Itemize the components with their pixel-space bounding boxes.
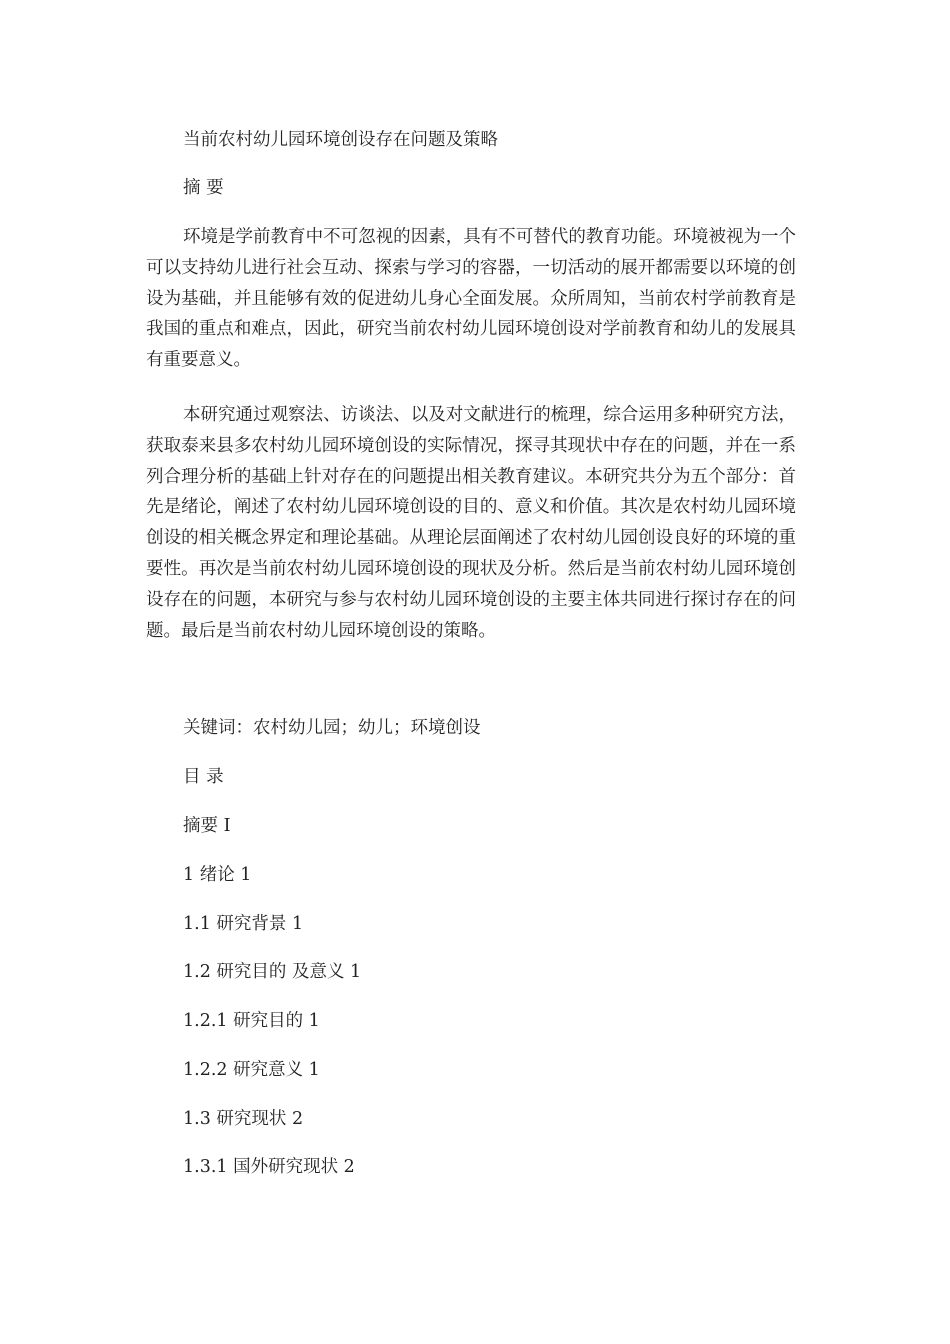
toc-item: 1.2 研究目的 及意义 1 <box>183 962 362 982</box>
document-title: 当前农村幼儿园环境创设存在问题及策略 <box>183 130 498 150</box>
abstract-paragraph-2: 本研究通过观察法、访谈法、以及对文献进行的梳理，综合运用多种研究方法，获取泰来县多农村幼儿园环境创设的实际情况，探寻其现状中存在的问题，并在一系列合理分析的基础上针对存在的问题提出相关教育建议。本研究共分为五个部分：首先是绪论，阐述了农村幼儿园环境创设的目的、意义和价值。其次是农村幼儿园环境创设的相关概念界定和理论基础。从理论层面阐述了农村幼儿园创设良好的环境的重要性。再次是当前农村幼儿园环境创设的现状及分析。然后是当前农村幼儿园环境创设存在的问题，本研究与参与农村幼儿园环境创设的主要主体共同进行探讨存在的问题。最后是当前农村幼儿园环境创设的策略。 <box>146 405 796 641</box>
toc-item: 1.1 研究背景 1 <box>183 914 304 934</box>
abstract-paragraph-1: 环境是学前教育中不可忽视的因素，具有不可替代的教育功能。环境被视为一个可以支持幼儿进行社会互动、探索与学习的容器，一切活动的展开都需要以环境的创设为基础，并且能够有效的促进幼儿身心全面发展。众所周知，当前农村学前教育是我国的重点和难点，因此，研究当前农村幼儿园环境创设对学前教育和幼儿的发展具有重要意义。 <box>146 227 796 371</box>
toc-item: 1.3 研究现状 2 <box>183 1109 304 1129</box>
toc-item: 1.2.2 研究意义 1 <box>183 1060 320 1080</box>
toc-item: 1.3.1 国外研究现状 2 <box>183 1157 355 1177</box>
toc-item: 1 绪论 1 <box>183 865 252 885</box>
toc-item: 摘要 I <box>183 816 231 836</box>
keywords-line: 关键词：农村幼儿园；幼儿；环境创设 <box>183 718 481 738</box>
toc-heading: 目 录 <box>183 767 224 787</box>
abstract-heading: 摘 要 <box>183 178 224 198</box>
toc-item: 1.2.1 研究目的 1 <box>183 1011 320 1031</box>
